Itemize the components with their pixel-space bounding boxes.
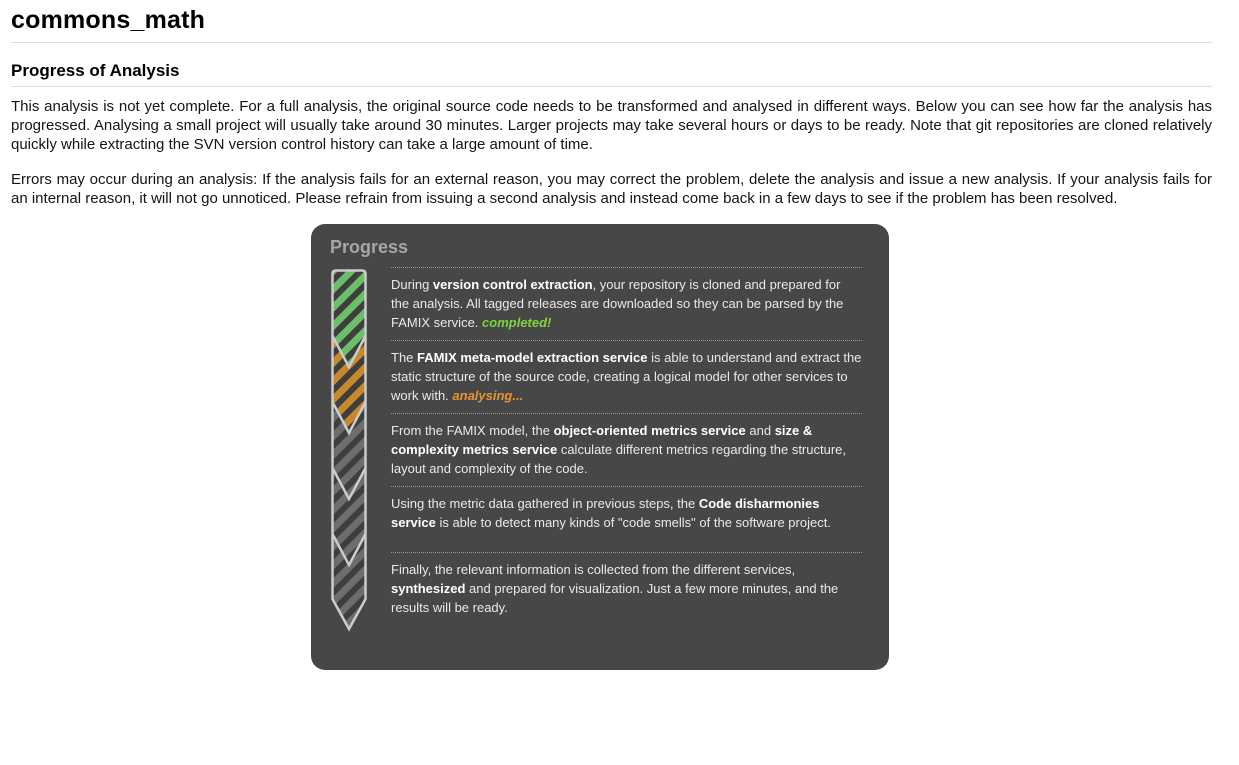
intro-paragraph: This analysis is not yet complete. For a full analysis, the original source code needs to be transformed and analysed in different ways. Below you can see how far the analysis has progressed. Analysing a small project will usually take around 30 minutes. Larger projects may take several hours or days to be ready. Note that git repositories are cloned relatively quickly while extracting the SVN version control history can take a large amount of time. [11,98,1212,153]
step-service-name: size & complexity metrics service [391,423,813,457]
step-text: is able to understand and extract the static structure of the source code, creating a logical model for other services to work with. [391,350,862,403]
progress-step-version-control-extraction [391,267,862,340]
step-text: is able to detect many kinds of "code smells" of the software project. [435,515,831,530]
step-text: calculate different metrics regarding the structure, layout and complexity of the code. [391,442,847,476]
progress-body [330,267,862,637]
step-status-label: completed! [482,315,552,330]
step-text: Using the metric data gathered in previous steps, the [391,496,699,511]
progress-step-synthesis [391,552,862,625]
progress-panel [311,224,889,670]
progress-steps [391,267,862,625]
section-heading: Progress of Analysis [11,61,180,80]
step-service-name: synthesized [391,581,466,596]
divider [11,86,1212,87]
page-content [11,0,1212,208]
step-text: and prepared for visualization. Just a few more minutes, and the results will be ready. [391,581,839,615]
step-service-name: version control extraction [432,277,593,292]
progress-step-famix-meta-model-extraction [391,340,862,413]
progress-step-metrics [391,413,862,486]
errors-paragraph: Errors may occur during an analysis: If the analysis fails for an external reason, you may correct the problem, delete the analysis and issue a new analysis. If your analysis fails for an internal reason, it will not go unnoticed. Please refrain from issuing a second analysis and instead come back in a few days to see if the problem has been resolved. [11,171,1212,207]
step-text: During [391,277,433,292]
step-service-name: Code disharmonies service [391,496,820,530]
progress-heading: Progress [330,237,409,257]
step-service-name: FAMIX meta-model extraction service [417,350,648,365]
page-title: commons_math [11,6,206,34]
step-text: and [745,423,775,438]
step-text: Finally, the relevant information is collected from the different services, [391,562,796,577]
progress-step-code-disharmonies [391,486,862,552]
step-text: The [391,350,418,365]
step-text: , your repository is cloned and prepared for the analysis. All tagged releases are downloaded so they can be parsed by the FAMIX service. [391,277,844,330]
progress-arrow-graphic [330,269,368,632]
step-status-label: analysing... [452,388,524,403]
step-text: From the FAMIX model, the [391,423,554,438]
step-service-name: object-oriented metrics service [553,423,746,438]
progress-arrow [330,269,368,637]
